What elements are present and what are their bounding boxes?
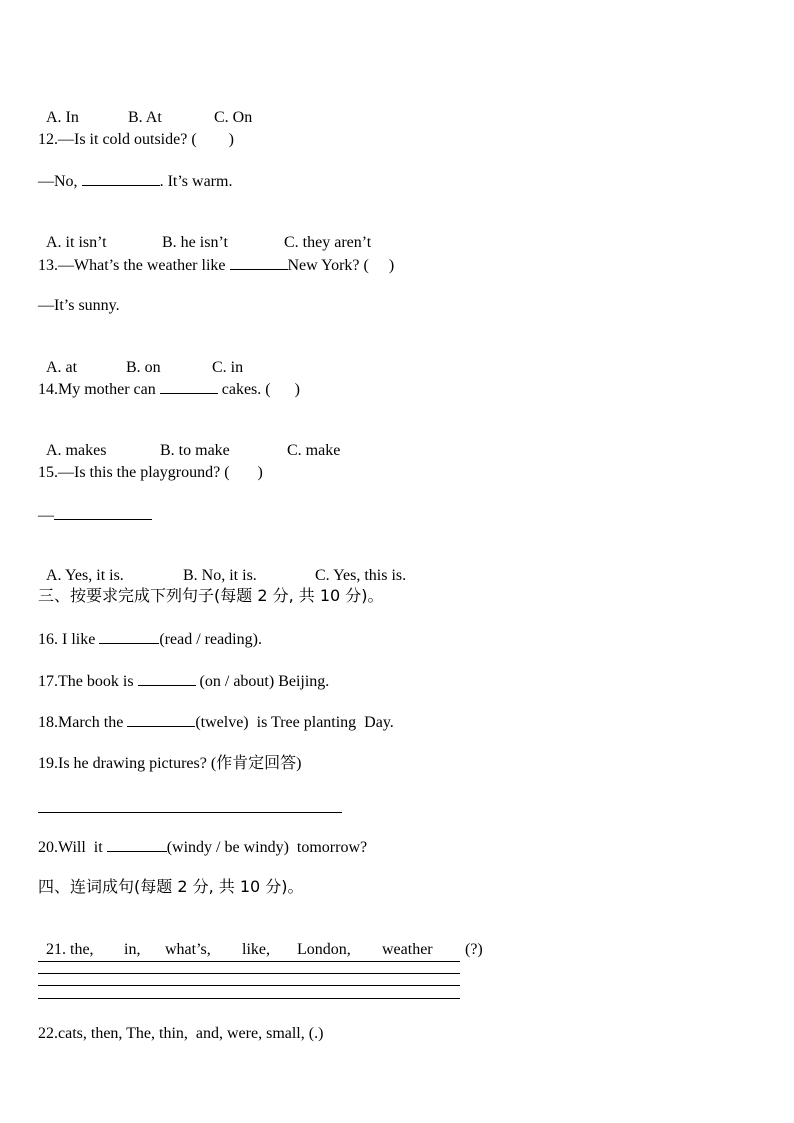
q14-option-c: C. make <box>287 442 341 459</box>
q16-pre: 16. I like <box>38 631 100 648</box>
q11-option-c: C. On <box>214 109 253 126</box>
q21-word: 21. the, <box>46 941 94 958</box>
q13-question-post: New York? ( ) <box>287 257 395 274</box>
q18 <box>38 712 394 733</box>
q21-word: what’s, <box>165 941 211 958</box>
q14-question-blank[interactable] <box>160 379 218 394</box>
q13-question-blank[interactable] <box>230 255 288 270</box>
q12-answer-blank[interactable] <box>82 171 160 186</box>
q14-option-b: B. to make <box>160 442 230 459</box>
q12-answer <box>38 171 232 192</box>
q21-word: (?) <box>465 941 483 958</box>
q13-question <box>38 255 394 276</box>
q12-option-a: A. it isn’t <box>46 234 107 251</box>
q19: 19.Is he drawing pictures? (作肯定回答) <box>38 755 302 772</box>
q13-option-c: C. in <box>212 359 244 376</box>
q21-words <box>38 920 483 960</box>
q21-word: weather <box>382 941 433 958</box>
q15-answer-blank[interactable] <box>54 505 152 520</box>
q19-answer-line[interactable] <box>38 812 342 813</box>
q21-answer-line-4[interactable] <box>38 998 460 999</box>
q17-post: (on / about) Beijing. <box>195 673 330 690</box>
q15-option-b: B. No, it is. <box>183 567 257 584</box>
q12-question: 12.—Is it cold outside? ( ) <box>38 131 234 148</box>
q15-question: 15.—Is this the playground? ( ) <box>38 464 263 481</box>
q13-option-a: A. at <box>46 359 78 376</box>
q15-option-a: A. Yes, it is. <box>46 567 124 584</box>
q12-option-c: C. they aren’t <box>284 234 372 251</box>
q21-word: London, <box>297 941 351 958</box>
q12-answer-pre: —No, <box>38 173 82 190</box>
q12-option-b: B. he isn’t <box>162 234 228 251</box>
q14-options <box>38 421 340 461</box>
q17-pre: 17.The book is <box>38 673 138 690</box>
q12-options <box>38 213 371 253</box>
q13-options <box>38 338 243 378</box>
q16-blank[interactable] <box>99 629 159 644</box>
q12-answer-post: . It’s warm. <box>159 173 233 190</box>
q18-pre: 18.March the <box>38 714 128 731</box>
q15-answer-pre: — <box>38 507 54 524</box>
q14-question-pre: 14.My mother can <box>38 381 160 398</box>
q11-option-b: B. At <box>128 109 162 126</box>
q15-option-c: C. Yes, this is. <box>315 567 407 584</box>
q11-option-a: A. In <box>46 109 79 126</box>
q15-options <box>38 546 406 586</box>
q14-option-a: A. makes <box>46 442 107 459</box>
q18-blank[interactable] <box>127 712 195 727</box>
q22: 22.cats, then, The, thin, and, were, small, (.) <box>38 1025 324 1042</box>
q17-blank[interactable] <box>138 671 196 686</box>
q20-post: (windy / be windy) tomorrow? <box>166 839 368 856</box>
q21-word: like, <box>242 941 270 958</box>
q21-answer-line-3[interactable] <box>38 985 460 986</box>
q20-pre: 20.Will it <box>38 839 107 856</box>
q11-options <box>38 88 252 128</box>
q13-question-pre: 13.—What’s the weather like <box>38 257 230 274</box>
q13-answer: —It’s sunny. <box>38 297 120 314</box>
q14-question <box>38 379 300 400</box>
q21-answer-line-2[interactable] <box>38 973 460 974</box>
section-3-heading: 三、按要求完成下列句子(每题 2 分, 共 10 分)。 <box>38 586 384 605</box>
q14-question-post: cakes. ( ) <box>217 381 300 398</box>
q21-answer-line-1[interactable] <box>38 961 460 962</box>
q21-word: in, <box>124 941 141 958</box>
q20 <box>38 837 367 858</box>
q16 <box>38 629 262 650</box>
q17 <box>38 671 329 692</box>
q20-blank[interactable] <box>107 837 167 852</box>
section-4-heading: 四、连词成句(每题 2 分, 共 10 分)。 <box>38 877 304 896</box>
q13-option-b: B. on <box>126 359 161 376</box>
q16-post: (read / reading). <box>159 631 262 648</box>
q18-post: (twelve) is Tree planting Day. <box>195 714 394 731</box>
q15-answer <box>38 505 152 526</box>
